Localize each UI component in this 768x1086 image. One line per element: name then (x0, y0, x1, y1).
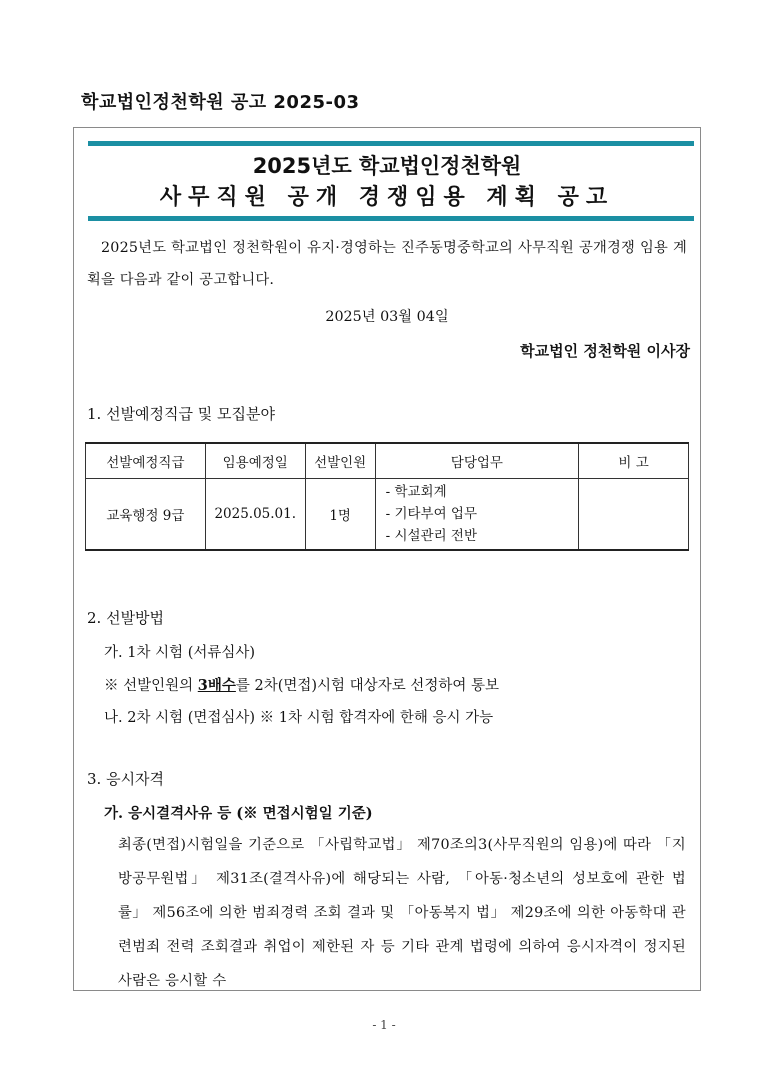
duty-item: - 기타부여 업무 (385, 506, 477, 522)
method-item-1: 가. 1차 시험 (서류심사) (104, 645, 256, 661)
section-2-heading: 2. 선발방법 (87, 609, 165, 627)
header-note: 비 고 (579, 443, 689, 479)
method-item-2: 나. 2차 시험 (면접심사) ※ 1차 시험 합격자에 한해 응시 가능 (104, 710, 494, 726)
signer: 학교법인 정천학원 이사장 (520, 342, 690, 360)
eligibility-subheading: 가. 응시결격사유 등 (※ 면접시험일 기준) (104, 805, 373, 822)
title-line-1: 2025년도 학교법인정천학원 (252, 154, 522, 178)
header-duty: 담당업무 (375, 443, 579, 479)
cell-grade: 교육행정 9급 (86, 479, 206, 551)
notice-number: 학교법인정천학원 공고 2025-03 (81, 92, 360, 113)
header-grade: 선발예정직급 (86, 443, 206, 479)
title-top-bar (88, 141, 694, 146)
header-count: 선발인원 (305, 443, 375, 479)
header-date: 임용예정일 (205, 443, 305, 479)
cell-duties (375, 479, 579, 551)
method-note (104, 674, 499, 695)
duty-item: - 학교회계 (385, 484, 447, 500)
method-note-prefix: ※ 선발인원의 (104, 678, 198, 694)
title-bottom-bar (88, 216, 694, 221)
section-1-heading: 1. 선발예정직급 및 모집분야 (87, 405, 276, 423)
notice-frame (73, 127, 701, 991)
section-3-heading: 3. 응시자격 (87, 770, 165, 788)
table-header-row (86, 443, 689, 479)
notice-date: 2025년 03월 04일 (325, 309, 449, 325)
position-table (85, 442, 689, 551)
table-row (86, 479, 689, 551)
cell-note (579, 479, 689, 551)
cell-count: 1명 (305, 479, 375, 551)
duty-item: - 시설관리 전반 (385, 528, 477, 544)
cell-date: 2025.05.01. (205, 479, 305, 551)
title-line-2: 사무직원 공개 경쟁임용 계획 공고 (159, 185, 615, 210)
method-note-suffix: 를 2차(면접)시험 대상자로 선정하여 통보 (235, 678, 499, 694)
page-number: - 1 - (372, 1018, 396, 1032)
method-note-emphasis: 3배수 (197, 677, 236, 694)
intro-paragraph: 2025년도 학교법인 정천학원이 유지·경영하는 진주동명중학교의 사무직원 공개경쟁 임용 계획을 다음과 같이 공고합니다. (87, 240, 687, 288)
eligibility-body: 최종(면접)시험일을 기준으로 「사립학교법」 제70조의3(사무직원의 임용)에 따라 「지방공무원법」 제31조(결격사유)에 해당되는 사람, 「아동·청소년의 성보호에 관한 법률」 제56조에 의한 범죄경력 조회 결과 및 「아동복지 법」 제29조에 의한 아동학대 관련범죄 전력 조회결과 취업이 제한된 자 등 기타 관계 법령에 의하여 응시자격이 정지된 사람은 응시할 수 (118, 837, 686, 989)
